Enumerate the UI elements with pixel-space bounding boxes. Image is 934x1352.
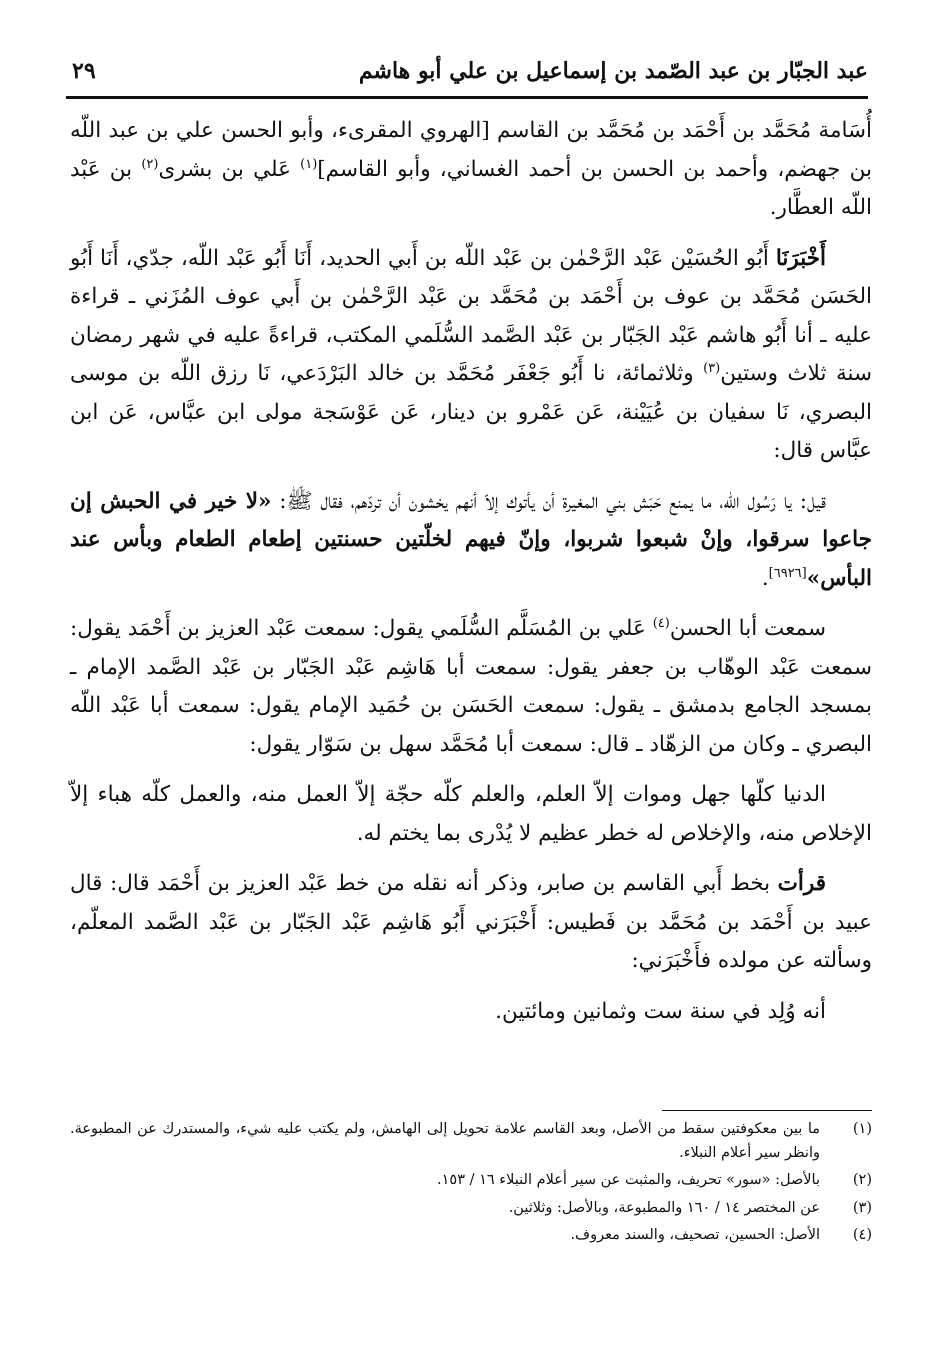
text-run: بن عَبْد اللّه العطَّار. [70, 156, 872, 220]
main-text [70, 112, 872, 1043]
footnote-number: (٣) [852, 1199, 872, 1216]
text-run: سمعت أبا الحسن [669, 616, 826, 641]
footnote-rule [662, 1110, 872, 1111]
page-number: ٢٩ [72, 58, 96, 84]
footnote-text: الأصل: الحسين، تصحيف، والسند معروف. [570, 1227, 820, 1243]
text-run: أُسَامة مُحَمَّد بن أَحْمَد بن مُحَمَّد بن القاسم [الهروي المقرىء، وأبو الحسن علي بن عبد اللّه بن جهضم، وأحمد بن الحسن بن أحمد الغساني، وأبو القاسم] [70, 118, 873, 182]
footnote-text: عن المختصر ١٤ / ١٦٠ والمطبوعة، وبالأصل: وثلاثين. [508, 1199, 820, 1216]
footnote-text: ما بين معكوفتين سقط من الأصل، وبعد القاسم علامة تحويل إلى الهامش، ولم يكتب عليه شيء، والمستدرك عن المطبوعة. وانظر سير أعلام النبلاء. [70, 1121, 820, 1161]
text-run: عَلي بن المُسَلَّم السُّلَمي يقول: سمعت عَبْد العزيز بن أَحْمَد يقول: سمعت عَبْد الوهّاب بن جعفر يقول: سمعت أبا هَاشِم عَبْد الجَبّار بن عَبْد الصَّمد الإمام ـ بمسجد الجامع بدمشق ـ يقول: سمعت الحَسَن بن حُمَيد الإمام يقول: سمعت أبا عَبْد اللّه البصري ـ وكان من الزهّاد ـ قال: سمعت أبا مُحَمَّد سهل بن سَوّار يقول: [70, 616, 872, 757]
footnote-ref-4: (٤) [652, 615, 670, 631]
lead-word: أَخْبَرَنَا [775, 245, 826, 271]
paragraph-quote: الدنيا كلّها جهل وموات إلاّ العلم، والعلم كلّه حجّة إلاّ العمل منه، والعمل كلّه هباء إلاّ الإخلاص منه، والإخلاص له خطر عظيم لا يُدْرى بما يختم له. [70, 782, 872, 846]
text-run: . [761, 565, 769, 591]
text-run: قيل: يا رَسُول الله، ما يمنع حَبَش بني المغيرة أن يأتوك إلاّ أنهم يخشون أن تردّهم، فقال ﷺ: [271, 488, 826, 514]
footnote [70, 1224, 872, 1248]
paragraph-chain-continuation [70, 112, 872, 228]
running-head: عبد الجبّار بن عبد الصّمد بن إسماعيل بن علي أبو هاشم [358, 58, 868, 84]
footnotes [70, 1118, 872, 1252]
text-run: بخط أَبي القاسم بن صابر، وذكر أنه نقله من خط عَبْد العزيز بن أَحْمَد قال: قال عبيد بن أَحْمَد بن مُحَمَّد بن فَطيس: أَخْبَرَني أَبُو هَاشِم عَبْد الجَبّار بن عَبْد الصَّمد المعلّم، وسألته عن مولده فأَخْبَرَني: [70, 871, 872, 973]
paragraph-narration [70, 610, 872, 764]
footnote-number: (٤) [852, 1227, 872, 1243]
hadith-number: [٦٩٢٦] [768, 565, 807, 581]
footnote-text: بالأصل: «سور» تحريف، والمثبت عن سير أعلام النبلاء ١٦ / ١٥٣. [437, 1172, 820, 1188]
footnote-number: (١) [852, 1121, 872, 1137]
footnote-number: (٢) [852, 1172, 872, 1188]
paragraph-hadith [70, 483, 872, 599]
paragraph-birth: أنه وُلِد في سنة ست وثمانين ومائتين. [495, 998, 826, 1024]
page-header [66, 52, 868, 92]
text-run: عَلي بن بشرى [158, 156, 301, 182]
text-run: أَبُو الحُسَيْن عَبْد الرَّحْمٰن بن عَبْد اللّه بن أَبي الحديد، أَنَا أَبُو عَبْد اللّه، جدّي، أَنَا أَبُو الحَسَن مُحَمَّد بن عوف بن أَحْمَد بن مُحَمَّد بن عَبْد الرَّحْمٰن بن أَبي عوف المُزَني ـ قراءة عليه ـ أنا أَبُو هاشم عَبْد الجَبّار بن عَبْد الصَّمد السُّلَمي المكتب، قراءةً عليه في شهر رمضان سنة ثلاث وستين [70, 245, 872, 386]
footnote-ref-3: (٣) [703, 360, 721, 376]
paragraph-reading [70, 865, 872, 981]
lead-word: قرأت [777, 871, 826, 896]
footnote-ref-1: (١) [300, 156, 318, 172]
paragraph-isnad [70, 240, 872, 471]
footnote-ref-2: (٢) [141, 156, 159, 172]
footnote [70, 1118, 872, 1165]
hadith-text: «لا خير في الحبش إن جاعوا سرقوا، وإنْ شبعوا شربوا، وإنّ فيهم لخلّتين حسنتين إطعام الطعام وبأس عند البأس» [70, 488, 872, 591]
header-rule [66, 96, 868, 99]
footnote [70, 1197, 872, 1221]
text-run: وثلاثمائة، نا أَبُو جَعْفَر مُحَمَّد بن خالد البَرْدَعي، نَا رزق اللّه بن موسى البصري، نَا سفيان بن عُيَيْنة، عَن عَمْرو بن دينار، عَن عَوْسَجة مولى ابن عبَّاس، عَن ابن عبَّاس قال: [70, 361, 872, 463]
footnote [70, 1169, 872, 1193]
